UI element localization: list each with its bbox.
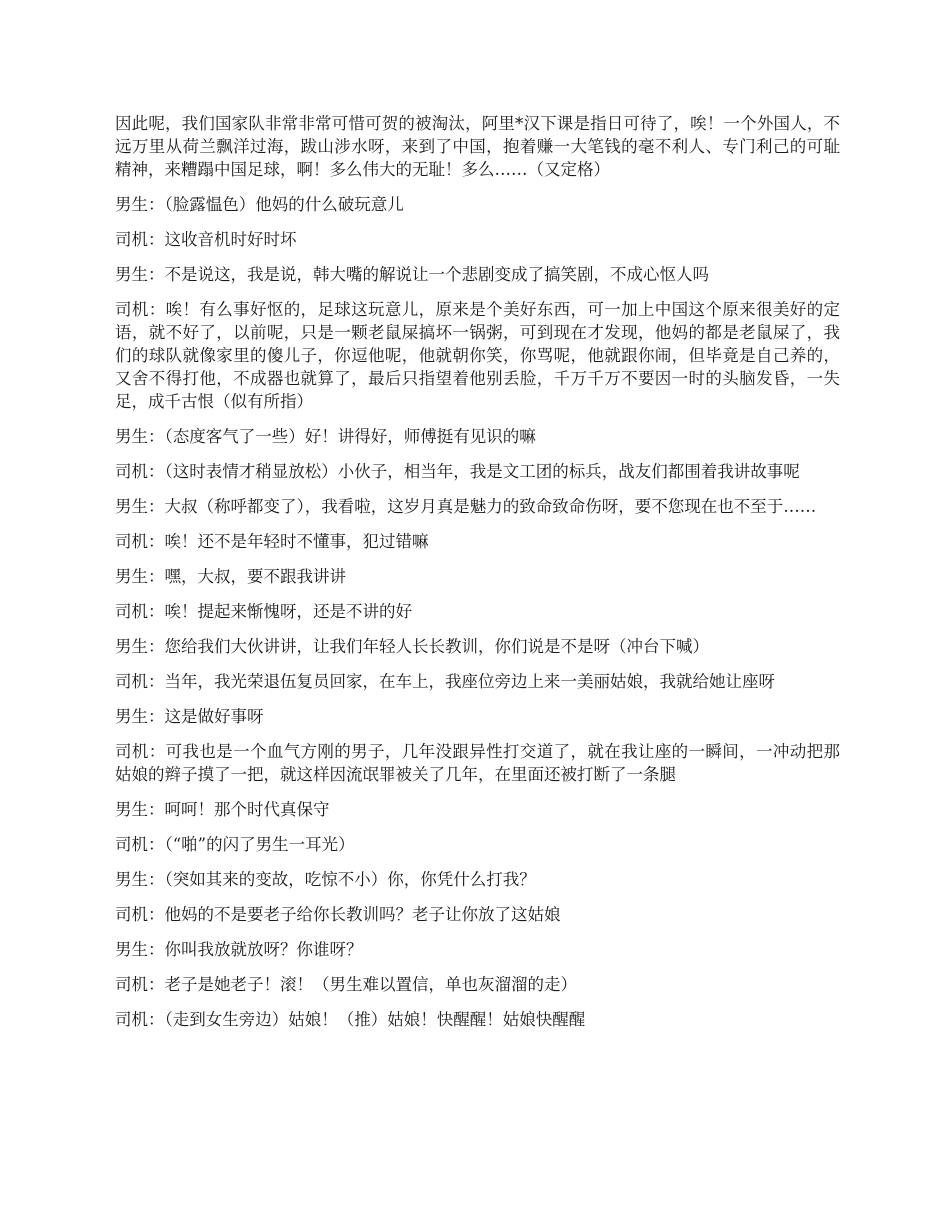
paragraph: 司机：当年，我光荣退伍复员回家，在车上，我座位旁边上来一美丽姑娘，我就给她让座呀 (115, 672, 775, 691)
paragraph: 司机：（“啪”的闪了男生一耳光） (115, 835, 355, 854)
paragraph: 男生：（突如其来的变故，吃惊不小）你，你凭什么打我？ (115, 870, 536, 889)
paragraph: 男生：呵呵！那个时代真保守 (115, 800, 330, 819)
paragraph: 司机：这收音机时好时坏 (115, 230, 297, 249)
paragraph: 司机：老子是她老子！滚！（男生难以置信，单也灰溜溜的走） (115, 975, 577, 994)
paragraph: 男生：不是说这，我是说，韩大嘴的解说让一个悲剧变成了搞笑剧，不成心怄人吗 (115, 265, 709, 284)
paragraph: 男生：大叔（称呼都变了），我看啦，这岁月真是魅力的致命致命伤呀，要不您现在也不至于…… (115, 497, 817, 516)
document-body (115, 112, 840, 1043)
paragraph: 司机：唉！有么事好怄的，足球这玩意儿，原来是个美好东西，可一加上中国这个原来很美好的定语，就不好了，以前呢，只是一颗老鼠屎搞坏一锅粥，可到现在才发现，他妈的都是老鼠屎了，我们的球队就像家里的傻儿子，你逗他呢，他就朝你笑，你骂呢，他就跟你闹，但毕竟是自己养的，又舍不得打他，不成器也就算了，最后只指望着他别丢脸，千万千万不要因一时的头脑发昏，一失足，成千古恨（似有所指） (115, 300, 840, 411)
paragraph: 司机：可我也是一个血气方刚的男子，几年没跟异性打交道了，就在我让座的一瞬间，一冲动把那姑娘的辫子摸了一把，就这样因流氓罪被关了几年，在里面还被打断了一条腿 (115, 742, 840, 784)
paragraph: 男生：您给我们大伙讲讲，让我们年轻人长长教训，你们说是不是呀（冲台下喊） (115, 637, 709, 656)
paragraph: 男生：嘿，大叔，要不跟我讲讲 (115, 567, 346, 586)
paragraph: 因此呢，我们国家队非常非常可惜可贺的被淘汰，阿里*汉下课是指日可待了，唉！一个外国人，不远万里从荷兰飘洋过海，跋山涉水呀，来到了中国，抱着赚一大笔钱的毫不利人、专门利己的可耻精神，来糟蹋中国足球，啊！多么伟大的无耻！多么……（又定格） (115, 114, 840, 179)
paragraph: 司机：唉！还不是年轻时不懂事，犯过错嘛 (115, 532, 429, 551)
paragraph: 男生：这是做好事呀 (115, 707, 264, 726)
paragraph: 男生：（脸露愠色）他妈的什么破玩意儿 (115, 195, 404, 214)
paragraph: 男生：（态度客气了一些）好！讲得好，师傅挺有见识的嘛 (115, 427, 536, 446)
paragraph: 司机：他妈的不是要老子给你长教训吗？老子让你放了这姑娘 (115, 905, 561, 924)
paragraph: 司机：（这时表情才稍显放松）小伙子，相当年，我是文工团的标兵，战友们都围着我讲故事呢 (115, 462, 800, 481)
paragraph: 司机：（走到女生旁边）姑娘！（推）姑娘！快醒醒！姑娘快醒醒 (115, 1010, 586, 1029)
paragraph: 司机：唉！提起来惭愧呀，还是不讲的好 (115, 602, 412, 621)
paragraph: 男生：你叫我放就放呀？你谁呀？ (115, 940, 363, 959)
